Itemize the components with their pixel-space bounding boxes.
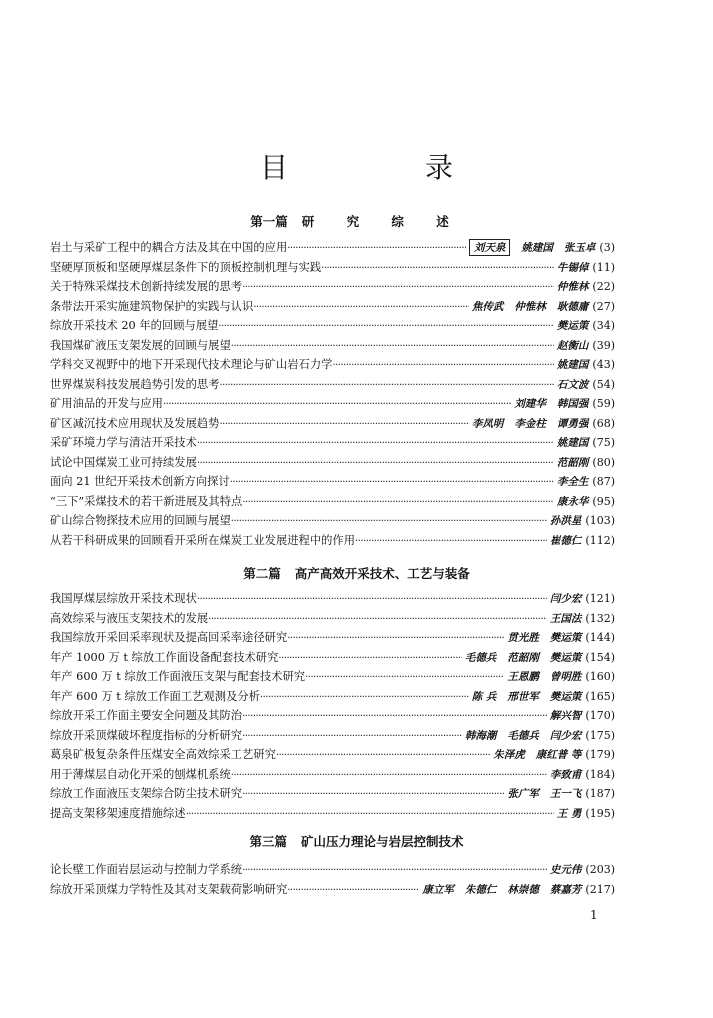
entry-title: 提高支架移架速度措施综述 (50, 806, 186, 820)
toc-entry (50, 688, 615, 708)
author-name: 陈 兵 (471, 690, 497, 703)
toc-entry (50, 881, 615, 901)
entry-title: 我国厚煤层综放开采技术现状 (50, 592, 197, 605)
entry-title: 从若干科研成果的回顾看开采所在煤炭工业发展进程中的作用 (50, 533, 356, 547)
entry-authors (554, 338, 589, 353)
toc-entry (50, 317, 615, 337)
toc-entry (50, 434, 615, 454)
entry-page: (22) (592, 280, 615, 293)
toc-entry (50, 746, 615, 766)
entry-title: 我国综放开采回采率现状及提高回采率途径研究 (50, 631, 288, 644)
entry-authors (554, 377, 589, 392)
entry-title: 综放开采顶煤破坏程度指标的分析研究 (50, 728, 243, 742)
entry-title: 葛泉矿极复杂条件压煤安全高效综采工艺研究 (50, 748, 276, 761)
author-name: 姚建国 (556, 359, 589, 371)
author-name: 朱泽虎 (493, 749, 525, 761)
author-name: 谭勇强 (556, 417, 589, 430)
entry-title: 年产 600 万 t 综放工作面液压支架与配套技术研究 (50, 670, 306, 683)
entry-page: (75) (592, 436, 615, 449)
author-name: 闫少宏 (549, 593, 582, 605)
entry-page: (170) (585, 709, 615, 722)
entry-title: 矿区减沉技术应用现状及发展趋势 (50, 416, 220, 430)
entry-title: 综放工作面液压支架综合防尘技术研究 (50, 787, 243, 800)
author-name: 刘建华 (514, 398, 546, 410)
author-name: 李全生 (556, 476, 589, 488)
entry-authors (547, 862, 582, 877)
entry-title: 综放开采顶煤力学特性及其对支架载荷影响研究 (50, 882, 288, 896)
entry-authors (547, 708, 582, 723)
author-name: 李致甫 (549, 768, 582, 781)
entry-page: (68) (592, 416, 615, 430)
entry-page: (103) (585, 514, 615, 527)
leader-dots (242, 497, 554, 508)
author-name: 韩海潮 (464, 729, 497, 742)
entry-page: (39) (592, 338, 615, 352)
toc-list-section-2 (50, 590, 615, 824)
leader-dots (332, 360, 553, 371)
toc-entry (50, 415, 615, 435)
entry-title: 坚硬厚顶板和坚硬厚煤层条件下的顶板控制机理与实践 (50, 260, 322, 274)
author-name: 范韶刚 (507, 651, 539, 664)
toc-entry (50, 337, 615, 357)
entry-title: 试论中国煤炭工业可持续发展 (50, 455, 197, 469)
author-name: 邢世军 (507, 690, 539, 703)
toc-entry (50, 298, 615, 318)
entry-title: 综放开采技术 20 年的回顾与展望 (50, 319, 219, 332)
entry-page: (59) (592, 397, 615, 410)
author-name: 曾明胜 (549, 671, 582, 683)
section-number: 第二篇 (243, 566, 281, 581)
author-name: 焦传武 (471, 300, 504, 313)
entry-title: 条带法开采实施建筑物保护的实践与认识 (50, 299, 254, 313)
entry-authors (490, 747, 581, 762)
entry-authors (554, 260, 589, 275)
entry-authors (419, 882, 581, 897)
author-name: 蔡嘉芳 (549, 883, 582, 896)
entry-page: (184) (585, 767, 615, 781)
toc-list-section-3 (50, 861, 615, 900)
author-name: 史元伟 (549, 864, 582, 876)
author-name: 樊运策 (556, 320, 589, 332)
section-heading-2 (0, 564, 713, 582)
entry-authors (469, 416, 589, 431)
leader-dots (278, 653, 462, 664)
section-heading-3 (0, 832, 713, 850)
toc-entry (50, 629, 615, 649)
author-name: 林崇德 (507, 883, 539, 896)
author-name: 张广军 (507, 788, 539, 800)
entry-page: (144) (585, 631, 615, 644)
entry-authors (547, 533, 582, 548)
entry-authors (469, 299, 589, 314)
entry-title: 矿用油品的开发与应用 (50, 397, 163, 410)
author-name: 康红普 等 (535, 749, 582, 761)
entry-page: (11) (592, 260, 615, 274)
toc-list-section-1 (50, 239, 615, 551)
toc-entry (50, 278, 615, 298)
author-name: 仲惟林 (514, 300, 546, 313)
entry-page: (132) (585, 611, 615, 625)
entry-page: (154) (585, 650, 615, 664)
author-name: 李金柱 (514, 417, 546, 430)
entry-page: (175) (585, 728, 615, 742)
toc-entry (50, 376, 615, 396)
leader-dots (355, 536, 547, 547)
author-name: 王一飞 (549, 788, 582, 800)
toc-entry (50, 785, 615, 805)
entry-authors (547, 591, 582, 606)
leader-dots (163, 399, 511, 410)
toc-entry (50, 649, 615, 669)
entry-title: 学科交叉视野中的地下开采现代技术理论与矿山岩石力学 (50, 358, 333, 371)
entry-page: (54) (592, 377, 615, 391)
toc-entry (50, 727, 615, 747)
entry-page: (34) (592, 319, 615, 332)
author-name: 贯光胜 (507, 632, 539, 644)
leader-dots (287, 633, 504, 644)
entry-title: 高效综采与液压支架技术的发展 (50, 611, 209, 625)
entry-title: 世界煤炭科技发展趋势引发的思考 (50, 377, 220, 391)
leader-dots (321, 263, 554, 274)
entry-authors (504, 786, 581, 801)
leader-dots (197, 458, 554, 469)
entry-title: 综放开采工作面主要安全问题及其防治 (50, 709, 243, 722)
author-name: 李凤明 (471, 417, 504, 430)
author-name: 孙洪星 (549, 515, 582, 527)
leader-dots (219, 380, 553, 391)
author-name: 樊运策 (549, 651, 582, 664)
entry-authors (504, 630, 581, 645)
author-name: 王 勇 (556, 807, 582, 820)
entry-title: “三下”采煤技术的若干新进展及其特点 (50, 494, 243, 508)
author-name: 樊运策 (549, 632, 582, 644)
author-name: 王恩鹏 (507, 671, 539, 683)
entry-authors (462, 728, 582, 743)
entry-page: (112) (585, 533, 615, 547)
entry-authors (554, 357, 589, 372)
toc-entry (50, 356, 615, 376)
section-number: 第三篇 (249, 834, 287, 849)
entry-authors (554, 474, 589, 489)
author-name: 崔德仁 (549, 534, 582, 547)
leader-dots (287, 243, 466, 254)
leader-dots (260, 692, 469, 703)
author-name: 石文波 (556, 378, 589, 391)
author-name: 毛德兵 (507, 729, 539, 742)
entry-title: 岩土与采矿工程中的耦合方法及其在中国的应用 (50, 241, 288, 254)
leader-dots (218, 321, 553, 332)
toc-entry (50, 454, 615, 474)
entry-title: 矿山综合物探技术应用的回顾与展望 (50, 514, 231, 527)
toc-entry (50, 473, 615, 493)
author-name: 韩国强 (556, 398, 589, 410)
entry-authors (547, 513, 582, 528)
author-name: 康立军 (422, 883, 454, 896)
leader-dots (287, 885, 419, 896)
section-number: 第一篇 (250, 214, 288, 229)
entry-authors (469, 689, 582, 704)
entry-title: 用于薄煤层自动化开采的刨煤机系统 (50, 767, 231, 781)
entry-title: 年产 1000 万 t 综放工作面设备配套技术研究 (50, 650, 279, 664)
entry-page: (160) (585, 670, 615, 683)
leader-dots (219, 419, 468, 430)
leader-dots (230, 477, 554, 488)
section-title: 高产高效开采技术、工艺与装备 (294, 566, 470, 581)
author-name: 耿德庸 (556, 300, 589, 313)
page-number: 1 (590, 908, 598, 922)
leader-dots (242, 711, 547, 722)
entry-page: (203) (585, 863, 615, 876)
section-heading-1 (0, 212, 713, 230)
page-title: 目 录 (260, 151, 517, 184)
entry-page: (27) (592, 299, 615, 313)
author-name: 刘天泉 (469, 239, 511, 256)
leader-dots (231, 516, 547, 527)
author-name: 范韶刚 (556, 456, 589, 469)
leader-dots (305, 672, 504, 683)
section-title: 矿山压力理论与岩层控制技术 (301, 834, 464, 849)
entry-authors (504, 669, 581, 684)
leader-dots (197, 438, 554, 449)
toc-entry (50, 259, 615, 279)
entry-title: 采矿环境力学与清洁开采技术 (50, 436, 197, 449)
leader-dots (276, 750, 490, 761)
entry-authors (511, 396, 588, 411)
entry-title: 年产 600 万 t 综放工作面工艺观测及分析 (50, 689, 260, 703)
author-name: 张玉卓 (563, 242, 596, 254)
leader-dots (231, 341, 554, 352)
entry-authors (554, 435, 589, 450)
author-name: 牛锡倬 (556, 261, 589, 274)
author-name: 赵衡山 (556, 339, 589, 352)
leader-dots (242, 282, 554, 293)
entry-page: (87) (592, 475, 615, 488)
entry-page: (121) (585, 592, 615, 605)
entry-authors (462, 650, 582, 665)
leader-dots (186, 809, 554, 820)
entry-page: (95) (592, 494, 615, 508)
entry-title: 我国煤矿液压支架发展的回顾与展望 (50, 338, 231, 352)
entry-authors (466, 239, 596, 256)
toc-entry (50, 805, 615, 825)
author-name: 姚建国 (556, 437, 589, 449)
toc-entry (50, 668, 615, 688)
entry-authors (554, 806, 582, 821)
leader-dots (242, 865, 547, 876)
leader-dots (208, 614, 547, 625)
entry-authors (547, 767, 582, 782)
section-title: 研 究 综 述 (301, 214, 463, 229)
author-name: 闫少宏 (549, 729, 582, 742)
entry-authors (554, 494, 589, 509)
author-name: 樊运策 (549, 690, 582, 703)
toc-entry (50, 239, 615, 259)
author-name: 姚建国 (521, 242, 553, 254)
author-name: 朱德仁 (464, 883, 497, 896)
author-name: 毛德兵 (464, 651, 497, 664)
toc-entry (50, 532, 615, 552)
toc-entry (50, 395, 615, 415)
entry-title: 论长壁工作面岩层运动与控制力学系统 (50, 863, 243, 876)
author-name: 康永华 (556, 495, 589, 508)
leader-dots (242, 731, 462, 742)
toc-entry (50, 512, 615, 532)
toc-entry (50, 707, 615, 727)
entry-authors (554, 455, 589, 470)
toc-entry (50, 766, 615, 786)
toc-entry (50, 493, 615, 513)
entry-title: 关于特殊采煤技术创新持续发展的思考 (50, 280, 243, 293)
author-name: 仲惟林 (556, 281, 589, 293)
leader-dots (231, 770, 547, 781)
entry-page: (43) (592, 358, 615, 371)
entry-page: (187) (585, 787, 615, 800)
entry-page: (165) (585, 689, 615, 703)
entry-page: (179) (585, 748, 615, 761)
entry-page: (217) (585, 882, 615, 896)
author-name: 解兴智 (549, 710, 582, 722)
entry-page: (195) (585, 806, 615, 820)
leader-dots (242, 789, 504, 800)
entry-title: 面向 21 世纪开采技术创新方向探讨 (50, 475, 230, 488)
entry-page: (3) (599, 241, 615, 254)
entry-authors (547, 611, 582, 626)
leader-dots (253, 302, 469, 313)
toc-entry (50, 610, 615, 630)
toc-entry (50, 861, 615, 881)
author-name: 王国法 (549, 612, 582, 625)
entry-page: (80) (592, 455, 615, 469)
toc-entry (50, 590, 615, 610)
entry-authors (554, 279, 589, 294)
leader-dots (197, 594, 547, 605)
entry-authors (554, 318, 589, 333)
